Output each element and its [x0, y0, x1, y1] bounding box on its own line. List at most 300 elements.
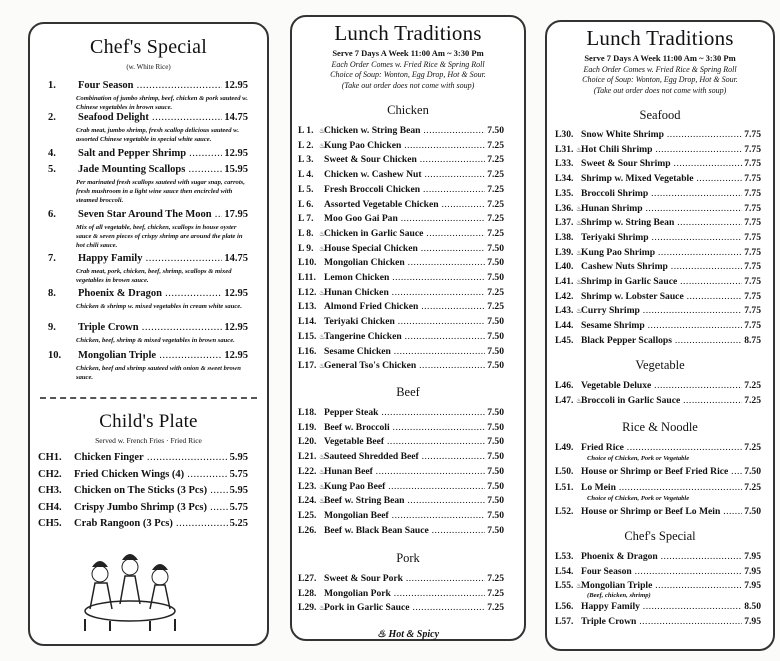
menu-item — [298, 346, 504, 357]
lunch-note-1b: Each Order Comes w. Fried Rice & Spring Roll — [583, 64, 737, 74]
item-code: L40. — [555, 261, 574, 273]
item-code: CH1. — [38, 452, 62, 463]
item-price: 7.50 — [487, 257, 504, 269]
menu-item — [298, 243, 504, 254]
item-name: Teriyaki Shrimp ..... — [581, 232, 742, 243]
item-code: 1. — [48, 80, 56, 91]
item-name: House or Shrimp or Beef Fried Rice ..... — [581, 466, 742, 477]
item-code: L44. — [555, 320, 574, 332]
item-code: 5. — [48, 164, 56, 175]
menu-item — [298, 287, 504, 298]
menu-item — [298, 466, 504, 477]
item-price: 7.25 — [744, 482, 761, 493]
lunch-note-3b: (Take out order does not come with soup) — [593, 85, 727, 95]
item-code: L39. — [555, 246, 574, 258]
menu-item — [298, 451, 504, 462]
item-price: 8.50 — [744, 601, 761, 612]
item-price: 7.50 — [487, 480, 504, 492]
item-price: 7.50 — [487, 524, 504, 536]
menu-item — [555, 395, 761, 406]
item-price: 8.75 — [744, 334, 761, 346]
item-code: L27. — [298, 573, 317, 584]
item-price: 7.75 — [744, 246, 761, 258]
menu-item — [298, 422, 504, 433]
section-heading: Vegetable — [635, 358, 685, 372]
item-price: 7.75 — [744, 143, 761, 155]
item-name: Cashew Nuts Shrimp ..... — [581, 261, 742, 272]
item-name: Sesame Chicken ..... — [324, 346, 485, 357]
childs-plate-subtitle: Served w. French Fries · Fried Rice — [95, 436, 202, 445]
item-name: Vegetable Beef ..... — [324, 436, 485, 447]
item-price: 7.50 — [487, 509, 504, 521]
pepper-icon: ♨ — [576, 396, 583, 405]
item-price: 12.95 — [224, 288, 248, 299]
item-price: 7.75 — [744, 158, 761, 170]
item-name: House or Shrimp or Beef Lo Mein ..... — [581, 506, 742, 517]
item-description: (Beef, chicken, shrimp) — [587, 592, 651, 599]
menu-item — [298, 228, 504, 239]
item-name: Phoenix & Dragon ..... — [78, 288, 222, 299]
item-code: L34. — [555, 173, 574, 185]
item-name: Kung Pao Beef ..... — [324, 481, 485, 492]
item-name: Snow White Shrimp ..... — [581, 129, 742, 140]
menu-item — [555, 616, 761, 627]
item-name: Happy Family ..... — [78, 253, 222, 264]
item-price: 17.95 — [224, 209, 248, 220]
menu-item — [298, 525, 504, 536]
menu-item — [555, 247, 761, 258]
item-name: Sweet & Sour Chicken ..... — [324, 154, 485, 165]
item-code: L10. — [298, 257, 317, 269]
item-code: L 6. — [298, 198, 314, 210]
item-name: Happy Family ..... — [581, 601, 742, 612]
menu-item — [298, 272, 504, 283]
menu-item — [298, 331, 504, 342]
item-name: Triple Crown ..... — [78, 322, 222, 333]
item-name: Curry Shrimp ..... — [581, 305, 742, 316]
item-name: Crab Rangoon (3 Pcs) ..... — [74, 518, 228, 529]
pepper-icon: ♨ — [576, 582, 583, 590]
item-price: 7.50 — [487, 360, 504, 372]
item-price: 5.75 — [229, 468, 248, 480]
item-description: Combination of jumbo shrimp, beef, chicken & pork sauteed w. Chinese vegetables in brown sauce. — [76, 95, 248, 111]
item-code: L16. — [298, 345, 317, 357]
menu-item — [555, 276, 761, 287]
item-description: Crab meat, pork, chicken, beef, shrimp, scallops & mixed vegetables in brown sauce. — [76, 268, 232, 284]
item-price: 7.75 — [744, 320, 761, 332]
menu-item — [48, 350, 248, 361]
item-code: L11. — [298, 272, 316, 283]
pepper-icon: ♨ — [576, 145, 583, 154]
item-price: 7.75 — [744, 261, 761, 273]
item-name: Broccoli Shrimp ..... — [581, 188, 742, 199]
menu-item — [555, 566, 761, 577]
item-name: Phoenix & Dragon ..... — [581, 551, 742, 562]
menu-item — [555, 144, 761, 155]
menu-item — [298, 407, 504, 418]
item-price: 7.50 — [744, 466, 761, 477]
menu-item — [298, 213, 504, 224]
menu-item — [298, 481, 504, 492]
item-price: 7.25 — [487, 139, 504, 151]
item-code: L28. — [298, 587, 317, 599]
item-name: Fried Chicken Wings (4) ..... — [74, 469, 228, 480]
item-price: 7.25 — [487, 602, 504, 614]
menu-item — [298, 588, 504, 599]
item-name: Sweet & Sour Shrimp ..... — [581, 158, 742, 169]
menu-item — [555, 442, 761, 453]
item-price: 7.75 — [744, 290, 761, 302]
menu-item — [38, 502, 248, 513]
item-name: Shrimp w. Mixed Vegetable ..... — [581, 173, 742, 184]
item-price: 7.25 — [487, 587, 504, 599]
item-name: Chicken in Garlic Sauce ..... — [324, 228, 485, 239]
item-code: 2. — [48, 112, 56, 123]
chefs-illustration-icon — [70, 549, 190, 634]
item-code: L47. — [555, 394, 574, 406]
item-code: L52. — [555, 506, 574, 517]
lunch-title-2: Lunch Traditions — [586, 26, 734, 50]
item-price: 12.95 — [224, 322, 248, 333]
item-name: Seafood Delight ..... — [78, 112, 222, 123]
item-code: L29. — [298, 602, 317, 614]
item-description: Mix of all vegetable, beef, chicken, scallops in house oyster sauce & seven pieces of crispy shrimp are around the plate in hot chili sauce. — [76, 224, 243, 249]
pepper-icon: ♨ — [319, 332, 326, 341]
item-price: 7.50 — [487, 272, 504, 283]
menu-item — [555, 320, 761, 331]
item-description: Per marinated fresh scallops sauteed with sugar snap, carrots, fresh mushroom in a light wine sauce then encircled with steamed broccoli. — [76, 179, 245, 204]
item-code: CH2. — [38, 468, 62, 480]
item-name: Hot Chili Shrimp ..... — [581, 144, 742, 155]
item-price: 7.25 — [744, 394, 761, 406]
item-code: L30. — [555, 129, 574, 140]
item-price: 7.25 — [487, 227, 504, 239]
item-name: Mongolian Chicken ..... — [324, 257, 485, 268]
item-code: L 5. — [298, 183, 314, 195]
menu-item — [555, 232, 761, 243]
item-description: Choice of Chicken, Pork or Vegetable — [587, 495, 690, 502]
item-price: 12.95 — [224, 148, 248, 159]
menu-item — [48, 253, 248, 264]
menu-item — [555, 335, 761, 346]
item-price: 7.95 — [744, 580, 761, 591]
chefs-special-subtitle: (w. White Rice) — [126, 63, 171, 71]
menu-item — [555, 291, 761, 302]
item-name: Hunan Chicken ..... — [324, 287, 485, 298]
item-price: 7.75 — [744, 187, 761, 199]
item-price: 7.50 — [487, 421, 504, 433]
item-price: 7.50 — [487, 451, 504, 463]
item-price: 5.95 — [229, 452, 248, 463]
item-code: L36. — [555, 202, 574, 214]
item-description: Chicken & shrimp w. mixed vegetables in cream white sauce. — [76, 303, 242, 310]
menu-item — [48, 209, 248, 220]
lunch-title: Lunch Traditions — [334, 21, 482, 45]
item-name: Shrimp in Garlic Sauce ..... — [581, 276, 742, 287]
item-description: Chicken, beef and shrimp sauteed with onion & sweet brown sauce. — [76, 365, 241, 381]
menu-item — [555, 551, 761, 562]
lunch-note-3: (Take out order does not come with soup) — [341, 80, 475, 90]
item-code: L51. — [555, 482, 574, 493]
item-name: Shrimp w. Lobster Sauce ..... — [581, 291, 742, 302]
spicy-legend — [292, 629, 524, 640]
item-name: Chicken Finger ..... — [74, 452, 228, 463]
item-name: Sauteed Shredded Beef ..... — [324, 451, 485, 462]
spicy-legend-label: Hot & Spicy — [388, 629, 440, 640]
item-code: L 3. — [298, 154, 314, 166]
menu-item — [298, 154, 504, 165]
item-price: 7.50 — [487, 465, 504, 477]
item-code: 4. — [48, 148, 56, 159]
item-code: L21. — [298, 451, 317, 463]
menu-item — [298, 436, 504, 447]
menu-item — [48, 148, 248, 159]
menu-item — [555, 203, 761, 214]
item-price: 7.50 — [487, 242, 504, 254]
pepper-icon: ♨ — [576, 248, 583, 257]
menu-item — [555, 380, 761, 391]
item-price: 7.25 — [487, 154, 504, 166]
item-name: Mongolian Triple ..... — [78, 350, 222, 361]
item-code: L 2. — [298, 139, 314, 151]
item-price: 7.75 — [744, 202, 761, 214]
pepper-icon: ♨ — [319, 482, 326, 491]
pepper-icon: ♨ — [319, 604, 326, 613]
item-price: 7.95 — [744, 551, 761, 562]
pepper-icon: ♨ — [576, 307, 583, 316]
item-code: L57. — [555, 615, 574, 627]
item-code: L50. — [555, 466, 574, 477]
item-price: 5.75 — [229, 501, 248, 513]
item-name: Lemon Chicken ..... — [324, 272, 485, 283]
menu-item — [555, 580, 761, 591]
item-code: L15. — [298, 330, 317, 342]
item-code: L25. — [298, 509, 317, 521]
pepper-icon: ♨ — [576, 278, 583, 286]
item-price: 7.25 — [744, 380, 761, 391]
menu-item — [555, 158, 761, 169]
item-description: Chicken, beef, shrimp & mixed vegetables in brown sauce. — [76, 337, 235, 344]
pepper-icon: ♨ — [319, 229, 326, 238]
item-price: 7.50 — [744, 506, 761, 517]
item-name: Broccoli in Garlic Sauce ..... — [581, 395, 742, 406]
menu-item — [298, 360, 504, 371]
menu-item — [555, 482, 761, 493]
item-code: L41. — [555, 276, 574, 287]
item-code: 10. — [48, 350, 62, 361]
item-name: Fried Rice ..... — [581, 442, 742, 453]
item-name: Beef w. Black Bean Sauce ..... — [324, 525, 485, 536]
item-name: Four Season ..... — [78, 80, 222, 91]
chefs-special-panel — [28, 22, 269, 646]
item-price: 7.25 — [487, 183, 504, 195]
item-name: Teriyaki Chicken ..... — [324, 316, 485, 327]
menu-item — [555, 188, 761, 199]
item-code: L12. — [298, 286, 317, 298]
menu-item — [298, 169, 504, 180]
item-price: 7.25 — [487, 286, 504, 298]
item-name: Mongolian Beef ..... — [324, 510, 485, 521]
item-price: 12.95 — [224, 80, 248, 91]
item-name: General Tso's Chicken ..... — [324, 360, 485, 371]
menu-item — [298, 199, 504, 210]
item-name: Chicken w. String Bean ..... — [324, 125, 485, 136]
lunch-note-2b: Choice of Soup: Wonton, Egg Drop, Hot & Sour. — [582, 75, 738, 84]
item-name: Kung Pao Shrimp ..... — [581, 247, 742, 258]
item-name: Vegetable Deluxe ..... — [581, 380, 742, 391]
section-heading: Seafood — [639, 108, 681, 122]
item-code: L13. — [298, 301, 317, 313]
menu-item — [48, 322, 248, 333]
item-code: CH3. — [38, 485, 62, 496]
pepper-icon: ♨ — [319, 467, 326, 476]
item-name: Jade Mounting Scallops ..... — [78, 164, 222, 175]
pepper-icon: ♨ — [319, 497, 326, 506]
menu-item — [555, 466, 761, 477]
item-code: L49. — [555, 442, 574, 453]
item-price: 14.75 — [224, 112, 248, 123]
item-code: 6. — [48, 209, 56, 220]
item-name: Crispy Jumbo Shrimp (3 Pcs) ..... — [74, 502, 228, 513]
item-code: L24. — [298, 495, 317, 507]
lunch-panel-1 — [290, 15, 526, 641]
lunch-info-2 — [547, 53, 773, 96]
item-price: 7.50 — [487, 495, 504, 507]
item-code: L45. — [555, 334, 574, 346]
pepper-icon: ♨ — [319, 244, 326, 253]
lunch-note-1: Each Order Comes w. Fried Rice & Spring Roll — [331, 59, 485, 69]
menu-item — [555, 601, 761, 612]
menu-item — [555, 261, 761, 272]
pepper-icon: ♨ — [319, 141, 326, 150]
item-name: Hunan Beef ..... — [324, 466, 485, 477]
item-name: Pork in Garlic Sauce ..... — [324, 602, 485, 613]
item-price: 7.75 — [744, 305, 761, 317]
item-code: L23. — [298, 480, 317, 492]
item-price: 7.50 — [487, 407, 504, 418]
item-code: L42. — [555, 290, 574, 302]
item-name: Lo Mein ..... — [581, 482, 742, 493]
item-price: 7.25 — [744, 442, 761, 453]
item-name: Salt and Pepper Shrimp ..... — [78, 148, 222, 159]
item-price: 14.75 — [224, 253, 248, 264]
pepper-icon: ♨ — [319, 362, 326, 371]
item-price: 7.25 — [487, 169, 504, 181]
menu-item — [38, 469, 248, 480]
menu-item — [38, 452, 248, 463]
item-price: 7.95 — [744, 615, 761, 627]
item-code: L 4. — [298, 169, 314, 181]
item-code: L20. — [298, 436, 317, 448]
item-price: 12.95 — [224, 350, 248, 361]
item-name: Mongolian Pork ..... — [324, 588, 485, 599]
menu-item — [48, 112, 248, 123]
item-price: 5.25 — [229, 518, 248, 529]
item-code: L 1. — [298, 125, 314, 136]
lunch-info — [292, 48, 524, 91]
item-price: 7.25 — [487, 573, 504, 584]
menu-item — [555, 173, 761, 184]
menu-item — [298, 140, 504, 151]
menu-item — [38, 518, 248, 529]
item-name: House Special Chicken ..... — [324, 243, 485, 254]
pepper-icon: ♨ — [576, 219, 583, 228]
item-name: Mongolian Triple ..... — [581, 580, 742, 591]
menu-item — [298, 602, 504, 613]
section-heading: Rice & Noodle — [622, 420, 698, 434]
item-code: L35. — [555, 187, 574, 199]
item-code: L56. — [555, 601, 574, 612]
item-code: L17. — [298, 360, 317, 372]
item-name: Beef w. String Bean ..... — [324, 495, 485, 506]
menu-item — [555, 217, 761, 228]
item-name: Beef w. Broccoli ..... — [324, 422, 485, 433]
item-price: 7.25 — [487, 198, 504, 210]
item-price: 7.95 — [744, 565, 761, 577]
item-name: Fresh Broccoli Chicken ..... — [324, 184, 485, 195]
item-name: Sesame Shrimp ..... — [581, 320, 742, 331]
item-code: CH4. — [38, 501, 62, 513]
childs-plate-title: Child's Plate — [99, 411, 198, 432]
item-name: Tangerine Chicken ..... — [324, 331, 485, 342]
item-name: Sweet & Sour Pork ..... — [324, 573, 485, 584]
item-price: 7.50 — [487, 316, 504, 328]
lunch-note-2: Choice of Soup: Wonton, Egg Drop, Hot & Sour. — [330, 70, 486, 79]
item-code: 7. — [48, 253, 56, 264]
item-name: Chicken w. Cashew Nut ..... — [324, 169, 485, 180]
menu-item — [48, 164, 248, 175]
item-code: L 9. — [298, 242, 314, 254]
item-code: L19. — [298, 421, 317, 433]
item-code: L46. — [555, 380, 574, 391]
lunch-hours-2: Serve 7 Days A Week 11:00 Am ~ 3:30 Pm — [584, 53, 736, 63]
item-price: 7.50 — [487, 345, 504, 357]
menu-item — [555, 305, 761, 316]
item-code: L 7. — [298, 213, 314, 225]
chefs-special-title: Chef's Special — [90, 36, 207, 58]
menu-item — [298, 573, 504, 584]
item-name: Kung Pao Chicken ..... — [324, 140, 485, 151]
menu-item — [298, 495, 504, 506]
item-price: 5.95 — [229, 485, 248, 496]
item-description: Crab meat, jumbo shrimp, fresh scallop delicious sauteed w. assorted Chinese vegetable in special white sauce. — [76, 127, 239, 143]
item-code: L33. — [555, 158, 574, 170]
menu-item — [298, 510, 504, 521]
item-code: L22. — [298, 465, 317, 477]
item-price: 7.50 — [487, 125, 504, 136]
menu-item — [48, 80, 248, 91]
item-code: L31. — [555, 143, 574, 155]
section-heading: Beef — [396, 385, 420, 399]
item-name: Shrimp w. String Bean ..... — [581, 217, 742, 228]
menu-item — [298, 125, 504, 136]
item-name: Chicken on The Sticks (3 Pcs) ..... — [74, 485, 228, 496]
item-description: Choice of Chicken, Pork or Vegetable — [587, 455, 690, 462]
item-name: Seven Star Around The Moon ..... — [78, 209, 222, 220]
item-code: L 8. — [298, 227, 314, 239]
item-price: 7.75 — [744, 129, 761, 140]
item-code: CH5. — [38, 518, 62, 529]
item-price: 7.50 — [487, 330, 504, 342]
lunch-panel-2 — [545, 20, 775, 651]
item-name: Hunan Shrimp ..... — [581, 203, 742, 214]
item-name: Four Season ..... — [581, 566, 742, 577]
item-price: 7.50 — [487, 436, 504, 448]
item-code: L53. — [555, 551, 574, 562]
menu-item — [555, 506, 761, 517]
menu-item — [48, 288, 248, 299]
section-heading: Chicken — [387, 103, 429, 117]
